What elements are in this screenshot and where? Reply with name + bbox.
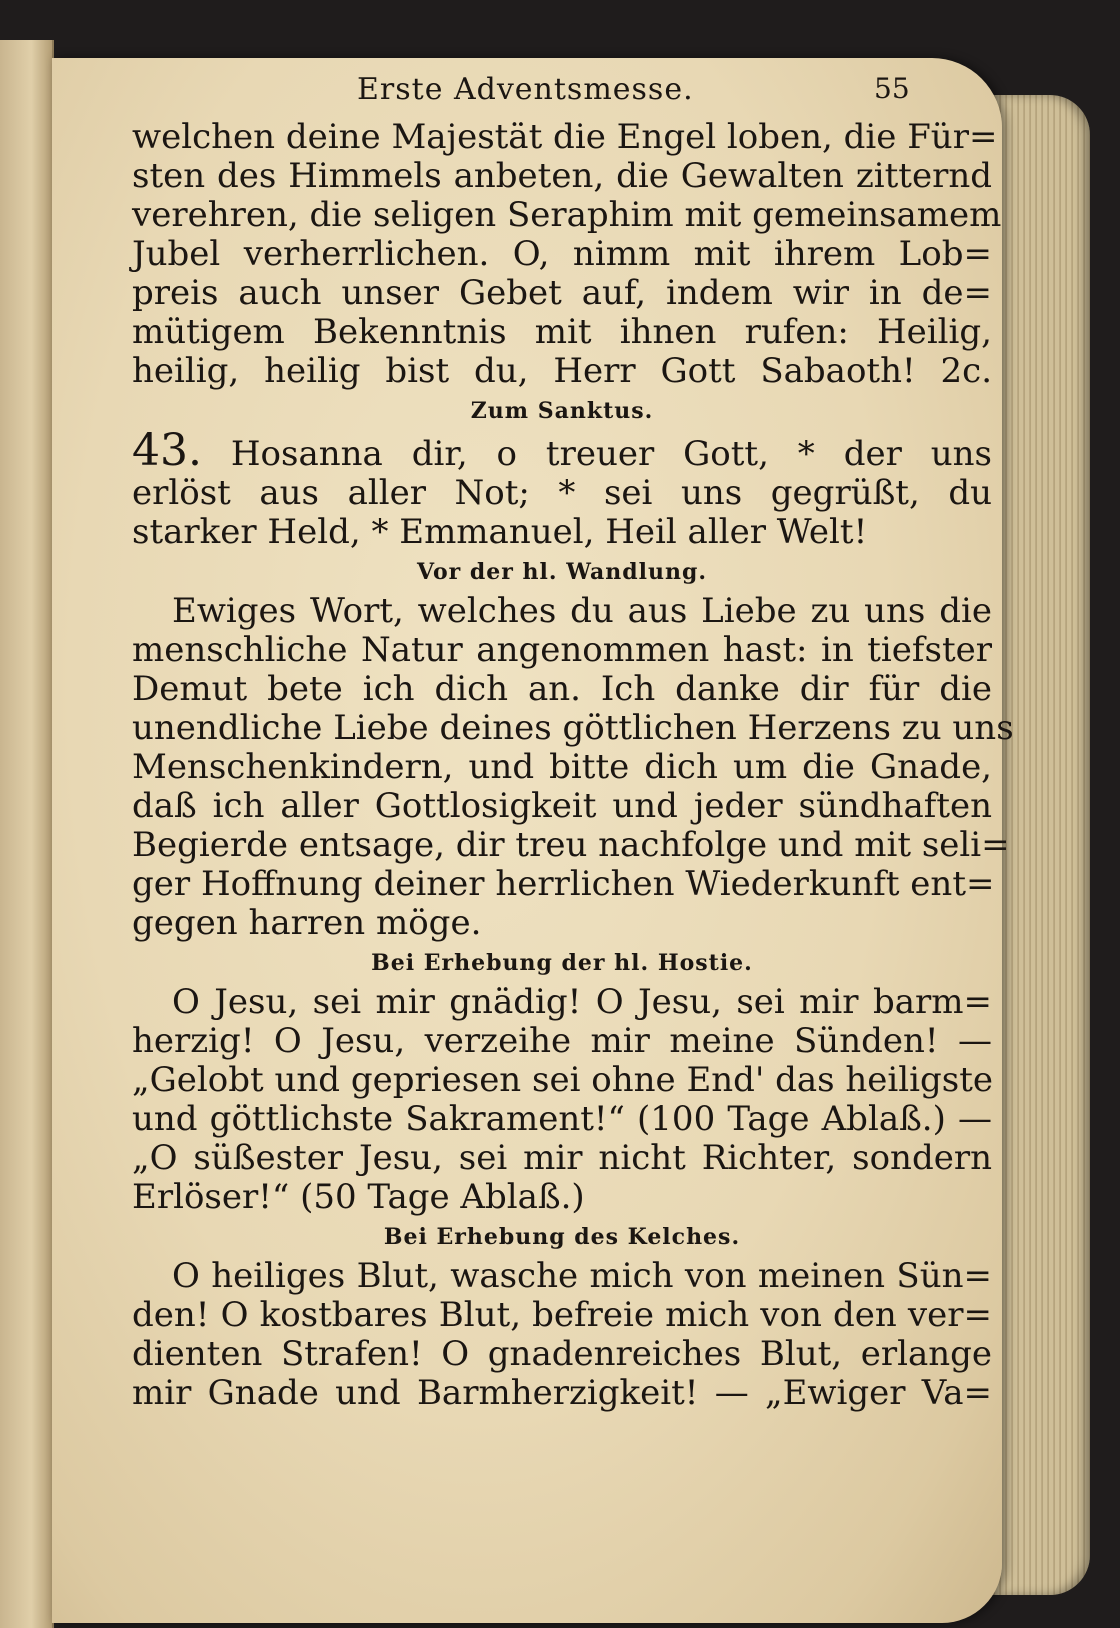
running-title: Erste Adventsmesse. xyxy=(357,72,694,107)
text-line: menschliche Natur angenommen hast: in tiefster xyxy=(132,630,992,670)
text-line: gegen harren möge. xyxy=(132,903,482,943)
text-line: ger Hoffnung deiner herrlichen Wiederkunft ent= xyxy=(132,864,995,904)
text-line: Begierde entsage, dir treu nachfolge und mit seli= xyxy=(132,825,1010,865)
text-line: welchen deine Majestät die Engel loben, die Für= xyxy=(132,117,998,157)
text-line: starker Held, * Emmanuel, Heil aller Welt! xyxy=(132,512,868,552)
text-line: sten des Himmels anbeten, die Gewalten zitternd xyxy=(132,156,992,196)
text-line: mütigem Bekenntnis mit ihnen rufen: Heilig, xyxy=(132,312,992,352)
text-line xyxy=(132,425,992,476)
item-43 xyxy=(132,425,992,552)
text-line: herzig! O Jesu, verzeihe mir meine Sünden! — xyxy=(132,1021,992,1061)
paragraph-chalice-elevation xyxy=(132,1257,992,1413)
text-line: Ewiges Wort, welches du aus Liebe zu uns die xyxy=(172,591,992,631)
text-line: dienten Strafen! O gnadenreiches Blut, erlange xyxy=(132,1334,992,1374)
paragraph-consecration xyxy=(132,591,1014,943)
previous-page-edge xyxy=(0,40,54,1628)
paragraph-host-elevation xyxy=(132,983,992,1217)
text-line: Jubel verherrlichen. O, nimm mit ihrem Lob= xyxy=(132,234,992,274)
section-heading-host-elevation: Bei Erhebung der hl. Hostie. xyxy=(371,950,753,976)
text-line: „Gelobt und gepriesen sei ohne End' das heiligste xyxy=(132,1060,994,1100)
section-heading-chalice-elevation: Bei Erhebung des Kelches. xyxy=(383,1224,741,1250)
text-line: heilig, heilig bist du, Herr Gott Sabaoth! 2c. xyxy=(132,351,992,391)
page-body xyxy=(132,117,1014,1413)
item-number: 43. xyxy=(132,425,202,476)
page-number: 55 xyxy=(874,72,910,105)
text-line: O heiliges Blut, wasche mich von meinen Sün= xyxy=(172,1256,992,1296)
text-line: „O süßester Jesu, sei mir nicht Richter, sondern xyxy=(132,1138,992,1178)
text-line: daß ich aller Gottlosigkeit und jeder sündhaften xyxy=(132,786,992,826)
text-line: den! O kostbares Blut, befreie mich von den ver= xyxy=(132,1295,992,1335)
text-line: preis auch unser Gebet auf, indem wir in de= xyxy=(132,273,992,313)
text-line: unendliche Liebe deines göttlichen Herzens zu uns xyxy=(132,708,1014,748)
text-line: und göttlichste Sakrament!“ (100 Tage Ablaß.) — xyxy=(132,1099,992,1139)
running-header xyxy=(132,66,992,106)
section-heading-consecration: Vor der hl. Wandlung. xyxy=(416,559,708,585)
text-line: mir Gnade und Barmherzigkeit! — „Ewiger Va= xyxy=(132,1373,992,1413)
section-heading-sanctus: Zum Sanktus. xyxy=(470,398,654,424)
text-line: Erlöser!“ (50 Tage Ablaß.) xyxy=(132,1177,585,1217)
text-line: erlöst aus aller Not; * sei uns gegrüßt, du xyxy=(132,473,992,513)
text-line: O Jesu, sei mir gnädig! O Jesu, sei mir barm= xyxy=(172,982,992,1022)
book-page xyxy=(52,58,1014,1623)
text-line: Demut bete ich dich an. Ich danke dir für die xyxy=(132,669,992,709)
item-first-line: Hosanna dir, o treuer Gott, * der uns xyxy=(230,434,992,474)
text-line: verehren, die seligen Seraphim mit gemeinsamem xyxy=(132,195,1002,235)
text-line: Menschenkindern, und bitte dich um die Gnade, xyxy=(132,747,992,787)
paragraph-preface xyxy=(132,117,1002,391)
